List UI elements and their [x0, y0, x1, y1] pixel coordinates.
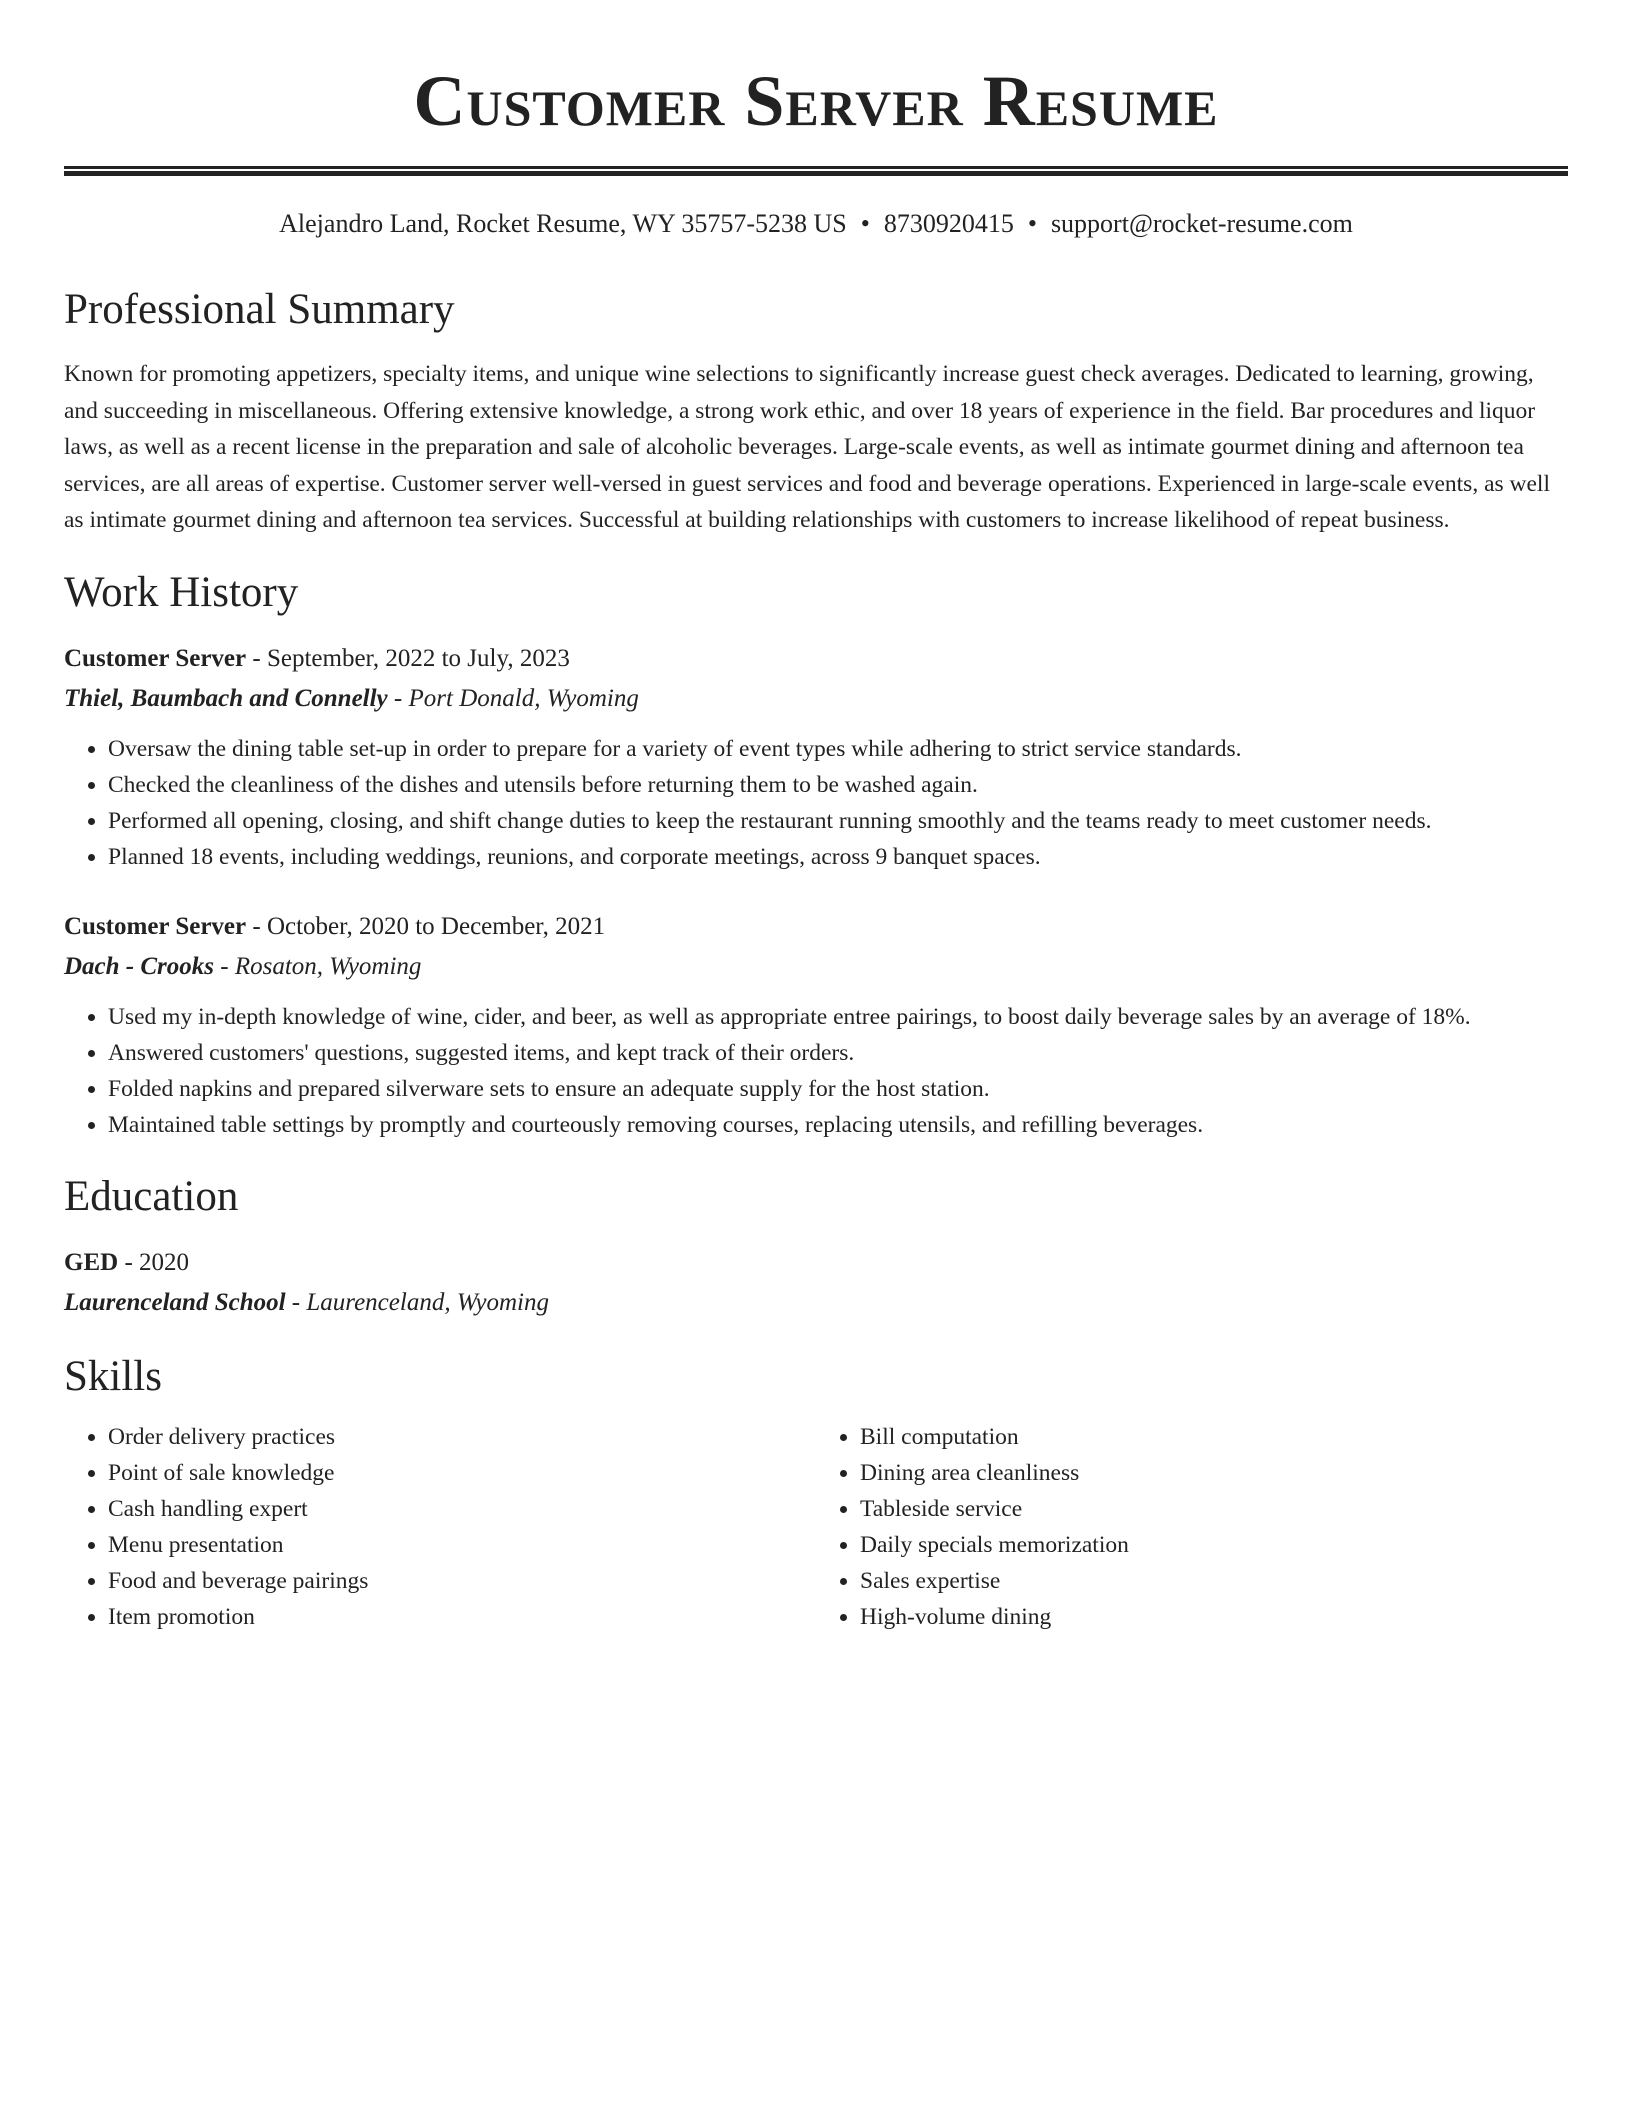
job-duty: • Performed all opening, closing, and shift change duties to keep the restaurant running smoothly and the teams ready to meet customer needs.	[108, 803, 1568, 839]
job-location: Port Donald, Wyoming	[408, 684, 639, 712]
job-duties-list	[64, 731, 1568, 875]
skill-item: • Bill computation	[860, 1419, 1568, 1455]
contact-separator: •	[1027, 209, 1037, 238]
work-history-heading: Work History	[64, 568, 299, 616]
skill-item: • Order delivery practices	[108, 1419, 816, 1455]
job-duties-list	[64, 999, 1568, 1143]
job-duty: • Maintained table settings by promptly and courteously removing courses, replacing utensils, and refilling beverages.	[108, 1107, 1568, 1143]
education-degree-line	[64, 1243, 1568, 1283]
dash: -	[214, 952, 235, 980]
job-title-line	[64, 907, 1568, 947]
contact-email: support@rocket-resume.com	[1050, 209, 1353, 238]
job-duty: • Oversaw the dining table set-up in order to prepare for a variety of event types while adhering to strict service standards.	[108, 731, 1568, 767]
summary-heading: Professional Summary	[64, 286, 455, 333]
skills-list-left	[64, 1419, 816, 1635]
job-company: Dach - Crooks	[64, 952, 215, 980]
skill-item: • Cash handling expert	[108, 1491, 816, 1527]
skill-item: • High-volume dining	[860, 1599, 1568, 1635]
skills-list-right	[816, 1419, 1568, 1635]
job-duty: • Answered customers' questions, suggested items, and kept track of their orders.	[108, 1035, 1568, 1071]
education-school: Laurenceland School	[64, 1288, 286, 1316]
job-duty: • Used my in-depth knowledge of wine, cider, and beer, as well as appropriate entree pairings, to boost daily beverage sales by an average of 18%.	[108, 999, 1568, 1035]
skill-item: • Daily specials memorization	[860, 1527, 1568, 1563]
dash: -	[387, 684, 409, 712]
education-degree: GED	[64, 1248, 119, 1276]
education-location: Laurenceland, Wyoming	[306, 1288, 549, 1316]
job-location: Rosaton, Wyoming	[234, 952, 422, 980]
education-school-line	[64, 1283, 1568, 1323]
skill-item: • Menu presentation	[108, 1527, 816, 1563]
job-entry	[64, 639, 1568, 875]
skill-item: • Tableside service	[860, 1491, 1568, 1527]
education-heading: Education	[64, 1172, 239, 1220]
contact-line	[64, 204, 1568, 244]
job-company: Thiel, Baumbach and Connelly	[64, 684, 388, 712]
resume-title: Customer Server Resume	[413, 61, 1219, 141]
job-dates: September, 2022 to July, 2023	[266, 644, 570, 672]
skills-columns	[64, 1419, 1568, 1635]
job-title: Customer Server	[64, 644, 247, 672]
job-entry	[64, 907, 1568, 1143]
skill-item: • Dining area cleanliness	[860, 1455, 1568, 1491]
job-company-line	[64, 947, 1568, 987]
job-title: Customer Server	[64, 912, 247, 940]
job-duty: • Checked the cleanliness of the dishes and utensils before returning them to be washed again.	[108, 767, 1568, 803]
skill-item: • Point of sale knowledge	[108, 1455, 816, 1491]
skill-item: • Sales expertise	[860, 1563, 1568, 1599]
dash: -	[246, 644, 267, 672]
job-dates: October, 2020 to December, 2021	[266, 912, 606, 940]
skills-heading: Skills	[64, 1352, 162, 1400]
skill-item: • Item promotion	[108, 1599, 816, 1635]
contact-phone: 8730920415	[883, 209, 1014, 238]
job-company-line	[64, 679, 1568, 719]
job-duty: • Folded napkins and prepared silverware sets to ensure an adequate supply for the host station.	[108, 1071, 1568, 1107]
education-entry	[64, 1243, 1568, 1323]
title-double-rule	[64, 166, 1568, 176]
job-title-line	[64, 639, 1568, 679]
dash: -	[246, 912, 267, 940]
education-year: 2020	[139, 1248, 190, 1276]
dash: -	[118, 1248, 140, 1276]
summary-text: Known for promoting appetizers, specialty items, and unique wine selections to significantly increase guest check averages. Dedicated to learning, growing, and succeeding in miscellaneous. Offering extensive knowledge, a strong work ethic, and over 18 years of experience in the field. Bar procedures and liquor laws, as well as a recent license in the preparation and sale of alcoholic beverages. Large-scale events, as well as intimate gourmet dining and afternoon tea services, are all areas of expertise. Customer server well-versed in guest services and food and beverage operations. Experienced in large-scale events, as well as intimate gourmet dining and afternoon tea services. Successful at building relationships with customers to increase likelihood of repeat business.	[64, 361, 1550, 533]
contact-separator: •	[860, 209, 870, 238]
contact-address: Alejandro Land, Rocket Resume, WY 35757-5238 US	[279, 209, 847, 238]
skill-item: • Food and beverage pairings	[108, 1563, 816, 1599]
job-duty: • Planned 18 events, including weddings, reunions, and corporate meetings, across 9 banquet spaces.	[108, 839, 1568, 875]
dash: -	[285, 1288, 307, 1316]
